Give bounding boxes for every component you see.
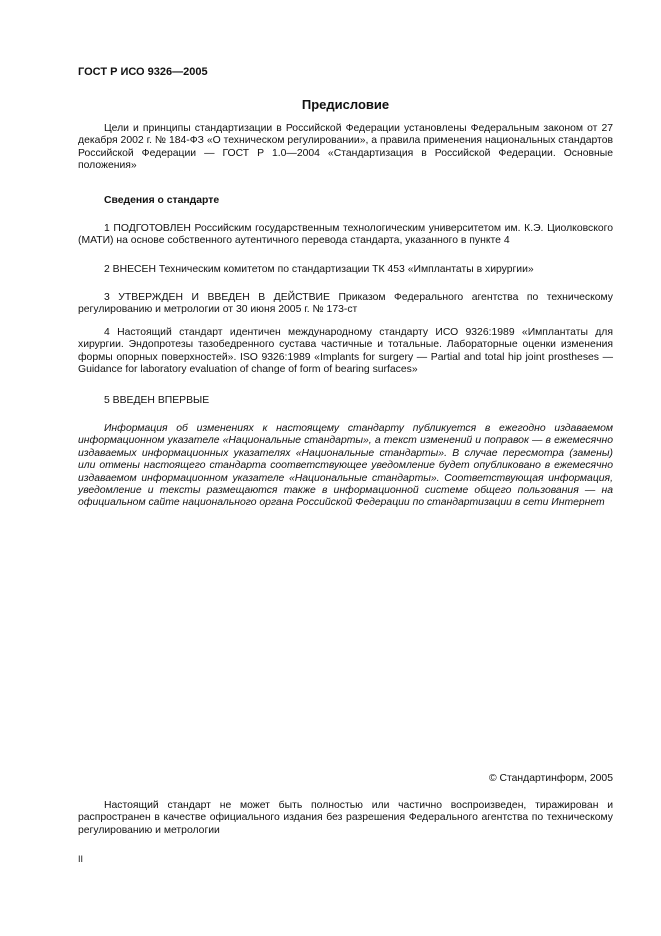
reproduction-notice: Настоящий стандарт не может быть полностью или частично воспроизведен, тиражирован и распространен в качестве официального издания без разрешения Федерального агентства по техническому регулированию и метрологии	[78, 800, 613, 836]
item-5: 5 ВВЕДЕН ВПЕРВЫЕ	[104, 395, 210, 406]
page-number: II	[78, 854, 84, 864]
copyright: © Стандартинформ, 2005	[488, 773, 613, 784]
item-4: 4 Настоящий стандарт идентичен международному стандарту ИСО 9326:1989 «Имплантаты для хирургии. Эндопротезы тазобедренного сустава частичные и тотальные. Лабораторные оценки изменения формы опорных поверхностей». ISO 9326:1989 «Implants for surgery — Partial and total hip joint prostheses — Guidance for laboratory evaluation of change of form of bearing surfaces»	[78, 327, 613, 376]
page-title: Предисловие	[301, 97, 390, 112]
item-1: 1 ПОДГОТОВЛЕН Российским государственным технологическим университетом им. К.Э. Циолковского (МАТИ) на основе собственного аутентичного перевода стандарта, указанного в пункте 4	[78, 223, 613, 247]
section-heading: Сведения о стандарте	[104, 195, 220, 206]
document-code: ГОСТ Р ИСО 9326—2005	[78, 66, 208, 78]
intro-paragraph: Цели и принципы стандартизации в Российской Федерации установлены Федеральным законом от 27 декабря 2002 г. № 184-ФЗ «О техническом регулировании», а правила применения национальных стандартов Российской Федерации — ГОСТ Р 1.0—2004 «Стандартизация в Российской Федерации. Основные положения»	[78, 123, 613, 172]
notice-paragraph: Информация об изменениях к настоящему стандарту публикуется в ежегодно издаваемом информационном указателе «Национальные стандарты», а текст изменений и поправок — в ежемесячно издаваемых информационных указателях «Национальные стандарты». В случае пересмотра (замены) или отмены настоящего стандарта соответствующее уведомление будет опубликовано в ежемесячно издаваемом информационном указателе «Национальные стандарты». Соответствующая информация, уведомление и тексты размещаются также в информационной системе общего пользования — на официальном сайте национального органа Российской Федерации по стандартизации в сети Интернет	[78, 423, 613, 509]
item-2: 2 ВНЕСЕН Техническим комитетом по стандартизации ТК 453 «Имплантаты в хирургии»	[104, 264, 534, 275]
item-3: 3 УТВЕРЖДЕН И ВВЕДЕН В ДЕЙСТВИЕ Приказом Федерального агентства по техническому регулированию и метрологии от 30 июня 2005 г. № 173-ст	[78, 292, 613, 316]
